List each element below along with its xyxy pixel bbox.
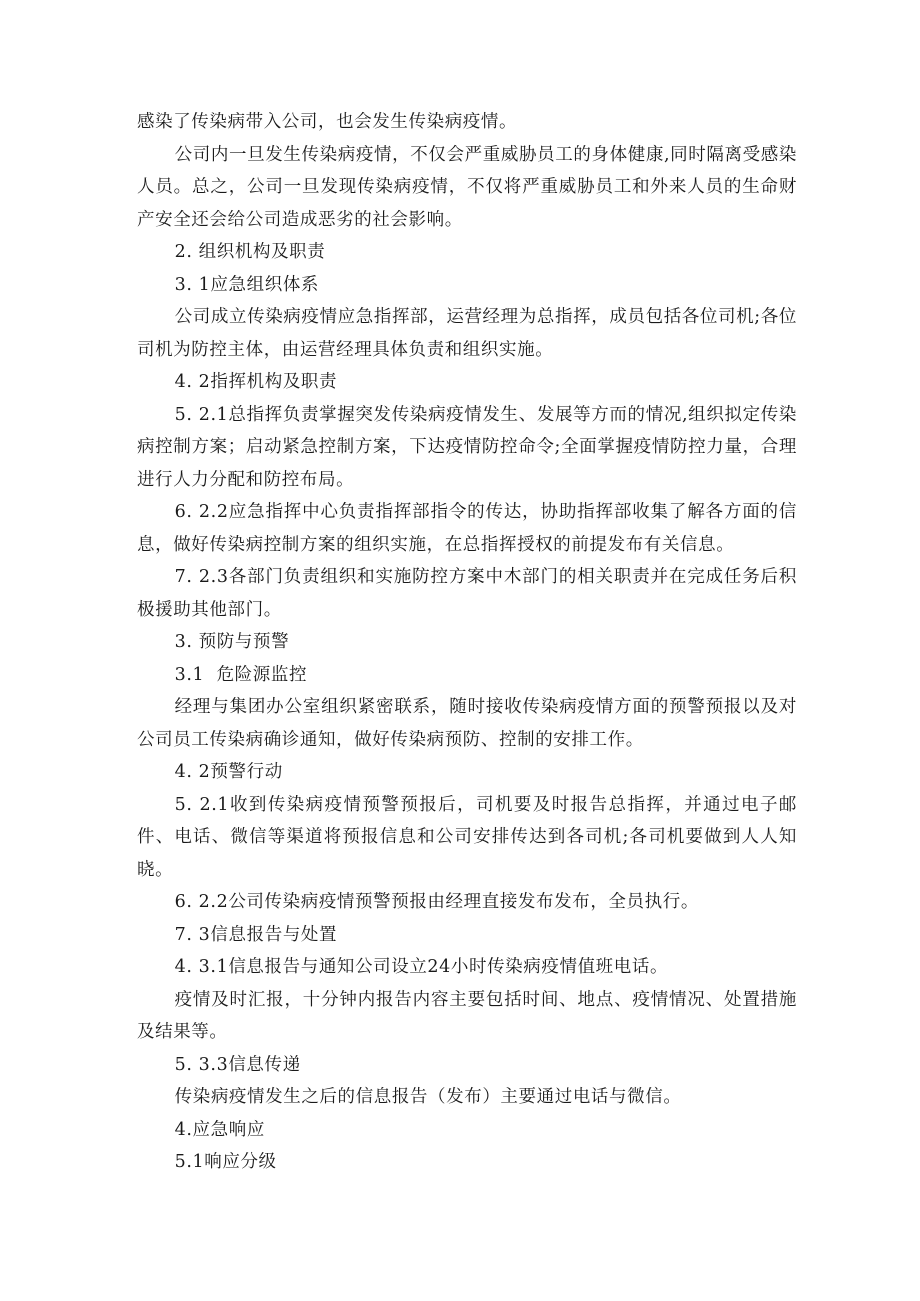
heading-warning-action: 4. 2预警行动 (174, 762, 283, 782)
heading-emergency-org: 3. 1应急组织体系 (174, 274, 320, 295)
heading-info-transfer: 5. 3.3信息传递 (174, 1054, 301, 1075)
paragraph-1: 公司内一旦发生传染病疫情，不仅会严重威胁员工的身体健康,同时隔离受感染人员。总之，公司一旦发现传染病疫情，不仅将严重威胁员工和外来人员的生命财产安全还会给公司造成恶劣的社会影响。 (137, 144, 797, 230)
heading-command-duties: 4. 2指挥机构及职责 (174, 372, 338, 392)
paragraph-11: 经理与集团办公室组织紧密联系，随时接收传染病疫情方面的预警预报以及对公司员工传染病确诊通知，做好传染病预防、控制的安排工作。 (137, 697, 797, 750)
paragraph-14: 6. 2.2公司传染病疫情预警预报由经理直接发布发布，全员执行。 (174, 892, 699, 912)
paragraph-19: 传染病疫情发生之后的信息报告（发布）主要通过电话与微信。 (174, 1087, 682, 1107)
paragraph-4: 公司成立传染病疫情应急指挥部，运营经理为总指挥，成员包括各位司机;各位司机为防控主体，由运营经理具体负责和组织实施。 (137, 307, 797, 360)
heading-prevention-warning: 3. 预防与预警 (174, 632, 290, 652)
paragraph-17: 疫情及时汇报，十分钟内报告内容主要包括时间、地点、疫情情况、处置措施及结果等。 (137, 989, 797, 1042)
document-body (137, 106, 797, 1179)
heading-hazard-monitoring: 3.1 危险源监控 (174, 664, 308, 685)
heading-info-report: 7. 3信息报告与处置 (174, 924, 338, 945)
paragraph-16: 4. 3.1信息报告与通知公司设立24小时传染病疫情值班电话。 (174, 957, 669, 977)
heading-emergency-response: 4.应急响应 (174, 1119, 265, 1140)
paragraph-6: 5. 2.1总指挥负责掌握突发传染病疫情发生、发展等方而的情况,组织拟定传染病控制方案；启动紧急控制方案，下达疫情防控命令;全面掌握疫情防控力量，合理进行人力分配和防控布局。 (137, 404, 797, 490)
paragraph-13: 5. 2.1收到传染病疫情预警预报后，司机要及时报告总指挥，并通过电子邮件、电话、微信等渠道将预报信息和公司安排传达到各司机;各司机要做到人人知晓。 (137, 794, 797, 880)
heading-org-structure: 2. 组织机构及职责 (174, 242, 326, 262)
paragraph-8: 7. 2.3各部门负责组织和实施防控方案中木部门的相关职责并在完成任务后积极援助其他部门。 (137, 567, 797, 620)
paragraph-0: 感染了传染病带入公司，也会发生传染病疫情。 (137, 112, 518, 132)
heading-response-levels: 5.1响应分级 (174, 1152, 277, 1172)
paragraph-7: 6. 2.2应急指挥中心负责指挥部指令的传达，协助指挥部收集了解各方面的信息，做好传染病控制方案的组织实施，在总指挥授权的前提发布有关信息。 (137, 502, 797, 555)
